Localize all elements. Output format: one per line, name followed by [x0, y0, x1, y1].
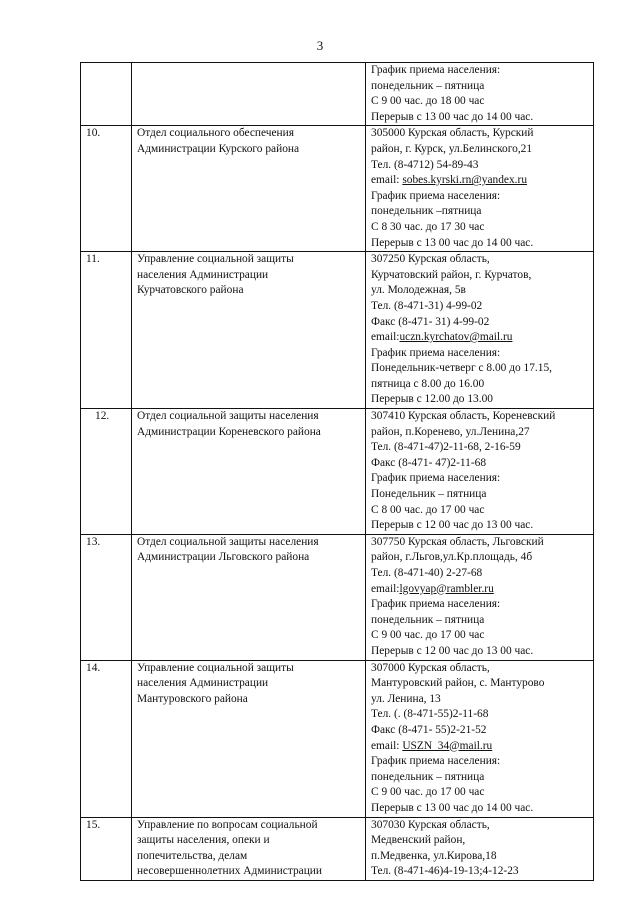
- row-number: 10.: [81, 126, 132, 252]
- email-prefix: email:: [371, 582, 400, 595]
- agency-name-line: Администрации Кореневского района: [137, 425, 321, 438]
- contact-line: 307000 Курская область,: [371, 661, 490, 674]
- contact-line: Перерыв с 12 00 час до 13 00 час.: [371, 519, 534, 532]
- contact-line: Факс (8-471- 55)2-21-52: [371, 723, 487, 736]
- row-number: 15.: [81, 817, 132, 880]
- agency-name-line: Отдел социальной защиты населения: [137, 410, 319, 423]
- contact-line: Перерыв с 12 00 час до 13 00 час.: [371, 644, 534, 657]
- contact-line: 307250 Курская область,: [371, 253, 490, 266]
- agency-name-line: Отдел социальной защиты населения: [137, 535, 319, 548]
- agency-name-line: Отдел социального обеспечения: [137, 127, 294, 140]
- contact-line: район, п.Коренево, ул.Ленина,27: [371, 425, 530, 438]
- contact-line: понедельник – пятница: [371, 613, 485, 626]
- agency-name-cell: [132, 817, 366, 880]
- contact-line: Понедельник – пятница: [371, 488, 487, 501]
- contact-info-cell: [366, 660, 594, 817]
- agency-name-line: Управление социальной защиты: [137, 661, 294, 674]
- agency-name-cell: [132, 534, 366, 660]
- contact-info-cell: [366, 817, 594, 880]
- contact-line: понедельник –пятница: [371, 205, 482, 218]
- agency-name-line: попечительства, делам: [137, 849, 248, 862]
- agency-name-cell: [132, 63, 366, 126]
- row-number: [81, 63, 132, 126]
- contact-line: Тел. (. (8-471-55)2-11-68: [371, 708, 489, 721]
- contact-line: Тел. (8-471-46)4-19-13;4-12-23: [371, 865, 519, 878]
- agency-name-line: Мантуровского района: [137, 692, 248, 705]
- agency-name-cell: [132, 409, 366, 535]
- row-number: 12.: [81, 409, 132, 535]
- contact-line: Медвенский район,: [371, 834, 466, 847]
- contact-line: 305000 Курская область, Курский: [371, 127, 534, 140]
- contact-line: Факс (8-471- 31) 4-99-02: [371, 315, 490, 328]
- contact-line: Факс (8-471- 47)2-11-68: [371, 456, 487, 469]
- contact-line: Перерыв с 13 00 час до 14 00 час.: [371, 801, 534, 814]
- contact-line: График приема населения:: [371, 189, 501, 202]
- row-number: 14.: [81, 660, 132, 817]
- email-line: [371, 173, 590, 189]
- agency-contacts-table: [80, 62, 594, 881]
- agency-name-line: Курчатовского района: [137, 284, 244, 297]
- contact-info-cell: [366, 252, 594, 409]
- contact-line: График приема населения:: [371, 64, 501, 76]
- contact-line: пятница с 8.00 до 16.00: [371, 377, 485, 390]
- contact-line: С 8 30 час. до 17 30 час: [371, 220, 485, 233]
- email-line: [371, 739, 590, 755]
- contact-line: С 8 00 час. до 17 00 час: [371, 503, 485, 516]
- agency-name-line: населения Администрации: [137, 268, 269, 281]
- contact-line: График приема населения:: [371, 472, 501, 485]
- contact-line: Перерыв с 12.00 до 13.00: [371, 393, 493, 406]
- email-prefix: email:: [371, 739, 403, 752]
- contact-info-cell: [366, 534, 594, 660]
- table-row: [81, 660, 594, 817]
- table-row: [81, 126, 594, 252]
- email-link[interactable]: uczn.kyrchatov@mail.ru: [399, 331, 513, 344]
- contact-line: Перерыв с 13 00 час до 14 00 час.: [371, 110, 534, 123]
- page-number: 3: [316, 38, 324, 53]
- email-line: [371, 582, 590, 598]
- email-link[interactable]: lgovyap@rambler.ru: [399, 582, 494, 595]
- contact-line: район, г.Льгов,ул.Кр.площадь, 4б: [371, 551, 533, 564]
- agency-name-line: Администрации Курского района: [137, 142, 300, 155]
- agency-name-cell: [132, 660, 366, 817]
- email-line: [371, 330, 590, 346]
- contact-line: С 9 00 час. до 17 00 час: [371, 786, 485, 799]
- agency-name-line: защиты населения, опеки и: [137, 834, 270, 847]
- table-body: [81, 63, 594, 881]
- contact-info-cell: [366, 63, 594, 126]
- contact-line: понедельник – пятница: [371, 770, 485, 783]
- agency-name-line: Администрации Льговского района: [137, 551, 310, 564]
- contact-line: График приема населения:: [371, 346, 501, 359]
- contact-line: Тел. (8-471-40) 2-27-68: [371, 567, 483, 579]
- contact-line: Мантуровский район, с. Мантурово: [371, 677, 545, 690]
- agency-name-cell: [132, 126, 366, 252]
- email-link[interactable]: USZN_34@mail.ru: [402, 739, 493, 752]
- contact-line: понедельник – пятница: [371, 79, 485, 92]
- table-row: [81, 534, 594, 660]
- agency-name-line: Управление социальной защиты: [137, 253, 294, 266]
- table-row: [81, 252, 594, 409]
- contact-line: Тел. (8-471-31) 4-99-02: [371, 299, 483, 312]
- contact-info-cell: [366, 409, 594, 535]
- agency-name-line: населения Администрации: [137, 677, 269, 690]
- agency-name-line: Управление по вопросам социальной: [137, 818, 318, 831]
- contact-line: ул. Молодежная, 5в: [371, 284, 466, 297]
- contact-info-cell: [366, 126, 594, 252]
- contact-line: С 9 00 час. до 17 00 час: [371, 629, 485, 642]
- contact-line: район, г. Курск, ул.Белинского,21: [371, 142, 533, 155]
- contact-line: Тел. (8-4712) 54-89-43: [371, 158, 479, 171]
- agency-name-cell: [132, 252, 366, 409]
- row-number: 11.: [81, 252, 132, 409]
- contact-line: Понедельник-четверг с 8.00 до 17.15,: [371, 362, 553, 375]
- contact-line: Перерыв с 13 00 час до 14 00 час.: [371, 236, 534, 249]
- contact-line: С 9 00 час. до 18 00 час: [371, 95, 485, 108]
- contact-line: Тел. (8-471-47)2-11-68, 2-16-59: [371, 441, 521, 454]
- agency-name-line: несовершеннолетних Администрации: [137, 865, 322, 878]
- contact-line: 307410 Курская область, Кореневский: [371, 410, 556, 423]
- table-row: [81, 817, 594, 880]
- email-link[interactable]: sobes.kyrski.rn@yandex.ru: [402, 174, 528, 187]
- email-prefix: email:: [371, 174, 403, 187]
- table-row: [81, 409, 594, 535]
- table-row: [81, 63, 594, 126]
- contact-line: 307750 Курская область, Льговский: [371, 535, 544, 548]
- contact-line: Курчатовский район, г. Курчатов,: [371, 268, 532, 281]
- contact-line: График приема населения:: [371, 598, 501, 611]
- contact-line: ул. Ленина, 13: [371, 692, 441, 705]
- email-prefix: email:: [371, 331, 400, 344]
- row-number: 13.: [81, 534, 132, 660]
- contact-line: 307030 Курская область,: [371, 818, 490, 831]
- contact-line: п.Медвенка, ул.Кирова,18: [371, 849, 497, 862]
- contact-line: График приема населения:: [371, 755, 501, 768]
